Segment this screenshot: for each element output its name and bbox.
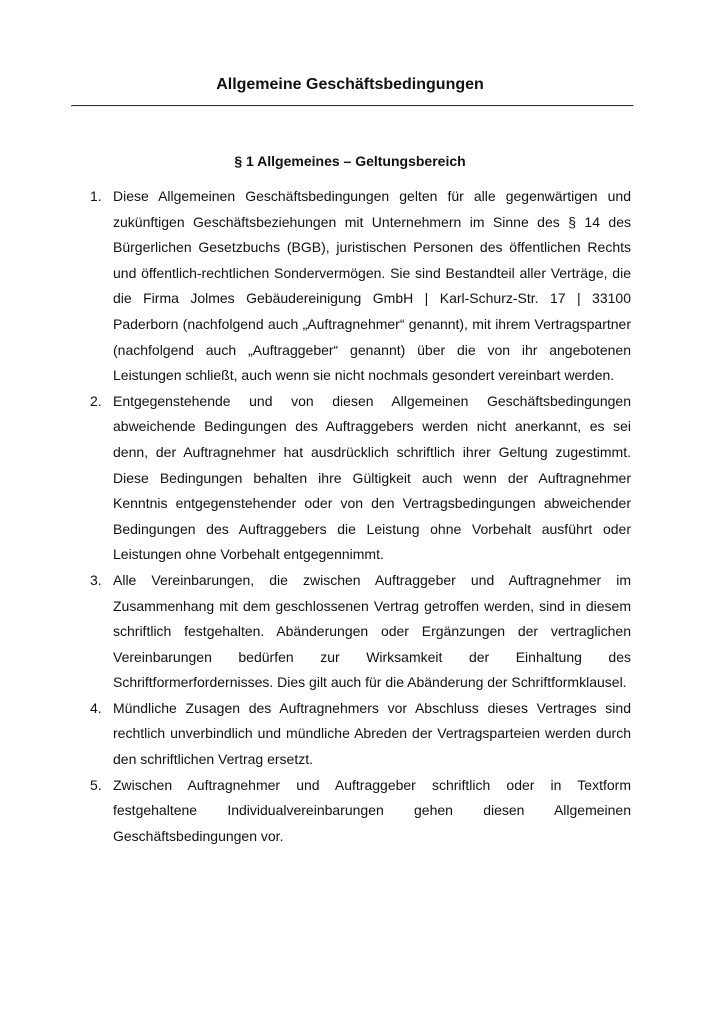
clause-item xyxy=(84,184,631,389)
clause-text: Alle Vereinbarungen, die zwischen Auftraggeber und Auftragnehmer im Zusammenhang mit dem geschlossenen Vertrag getroffen werden, sind in diesem schriftlich festgehalten. Abänderungen oder Ergänzungen der vertraglichen Vereinbarungen bedürfen zur Wirksamkeit der Einhaltung des Schriftformerfordernisses. Dies gilt auch für die Abänderung der Schriftformklausel. xyxy=(113,571,631,691)
document-title: Allgemeine Geschäftsbedingungen xyxy=(216,76,484,93)
clause-text: Zwischen Auftragnehmer und Auftraggeber schriftlich oder in Textform festgehaltene Individualvereinbarungen gehen diesen Allgemeinen Geschäftsbedingungen vor. xyxy=(113,776,631,844)
clause-list xyxy=(84,184,631,849)
clause-number: 5. xyxy=(90,776,102,793)
clause-number: 2. xyxy=(90,392,102,409)
section-heading: § 1 Allgemeines – Geltungsbereich xyxy=(234,153,466,169)
clause-item xyxy=(84,389,631,568)
clause-number: 3. xyxy=(90,571,102,588)
title-divider xyxy=(71,105,634,107)
clause-item xyxy=(84,568,631,696)
clause-number: 4. xyxy=(90,699,102,716)
clause-item xyxy=(84,773,631,850)
clause-text: Diese Allgemeinen Geschäftsbedingungen gelten für alle gegenwärtigen und zukünftigen Geschäftsbeziehungen mit Unternehmern im Sinne des § 14 des Bürgerlichen Gesetzbuchs (BGB), juristischen Personen des öffentlichen Rechts und öffentlich-rechtlichen Sondervermögen. Sie sind Bestandteil aller Verträge, die die Firma Jolmes Gebäudereinigung GmbH | Karl-Schurz-Str. 17 | 33100 Paderborn (nachfolgend auch „Auftragnehmer“ genannt), mit ihrem Vertragspartner (nachfolgend auch „Auftraggeber“ genannt) über die von ihr angebotenen Leistungen schließt, auch wenn sie nicht nochmals gesondert vereinbart werden. xyxy=(113,188,631,384)
clause-number: 1. xyxy=(90,188,102,204)
clause-text: Entgegenstehende und von diesen Allgemeinen Geschäftsbedingungen abweichende Bedingungen des Auftraggebers werden nicht anerkannt, es sei denn, der Auftragnehmer hat ausdrücklich schriftlich ihrer Geltung zugestimmt. Diese Bedingungen behalten ihre Gültigkeit auch wenn der Auftragnehmer Kenntnis entgegenstehender oder von den Vertragsbedingungen abweichender Bedingungen des Auftraggebers die Leistung ohne Vorbehalt ausführt oder Leistungen ohne Vorbehalt entgegennimmt. xyxy=(113,392,631,563)
clause-text: Mündliche Zusagen des Auftragnehmers vor Abschluss dieses Vertrages sind rechtlich unverbindlich und mündliche Abreden der Vertragsparteien werden durch den schriftlichen Vertrag ersetzt. xyxy=(113,699,631,768)
clause-item xyxy=(84,696,631,773)
